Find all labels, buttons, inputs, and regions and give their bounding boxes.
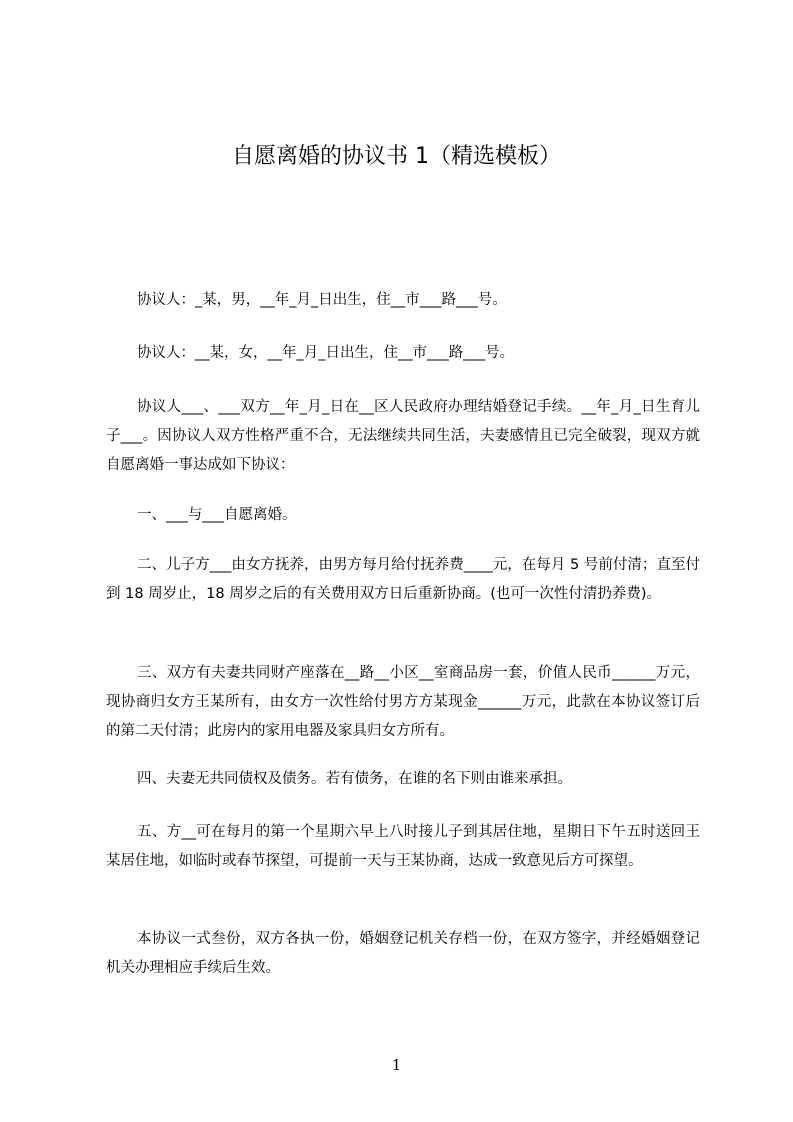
paragraph-clause-5: 五、方__可在每月的第一个星期六早上八时接儿子到其居住地，星期日下午五时送回王某居住地，如临时或春节探望，可提前一天与王某协商，达成一致意见后方可探望。: [106, 824, 700, 869]
paragraph-clause-3: 三、双方有夫妻共同财产座落在__路__小区__室商品房一套，价值人民币______万元，现协商归女方王某所有，由女方一次性给付男方方某现金______万元，此款在本协议签订后的第二天付清；此房内的家用电器及家具归女方所有。: [106, 665, 700, 739]
paragraph-party-female: 协议人：__某，女，__年_月_日出生，住__市___路___号。: [137, 345, 514, 361]
paragraph-closing: 本协议一式叁份，双方各执一份，婚姻登记机关存档一份，在双方签字，并经婚姻登记机关办理相应手续后生效。: [106, 931, 700, 976]
paragraph-clause-2: 二、儿子方___由女方抚养，由男方每月给付抚养费____元，在每月 5 号前付清；直至付到 18 周岁止，18 周岁之后的有关费用双方日后重新协商。(也可一次性付清扔养费)。: [106, 557, 700, 602]
page-number: 1: [391, 1056, 402, 1074]
paragraph-background: 协议人___、___双方__年_月_日在__区人民政府办理结婚登记手续。__年_月_日生育儿子___。因协议人双方性格严重不合，无法继续共同生活，夫妻感情且已完全破裂，现双方就自愿离婚一事达成如下协议：: [106, 399, 700, 473]
paragraph-party-male: 协议人：_某，男，__年_月_日出生，住__市___路___号。: [137, 292, 507, 308]
document-title: 自愿离婚的协议书 1（精选模板）: [232, 144, 561, 169]
paragraph-clause-4: 四、夫妻无共同债权及债务。若有债务，在谁的名下则由谁来承担。: [137, 771, 572, 787]
paragraph-clause-1: 一、___与___自愿离婚。: [137, 507, 297, 523]
